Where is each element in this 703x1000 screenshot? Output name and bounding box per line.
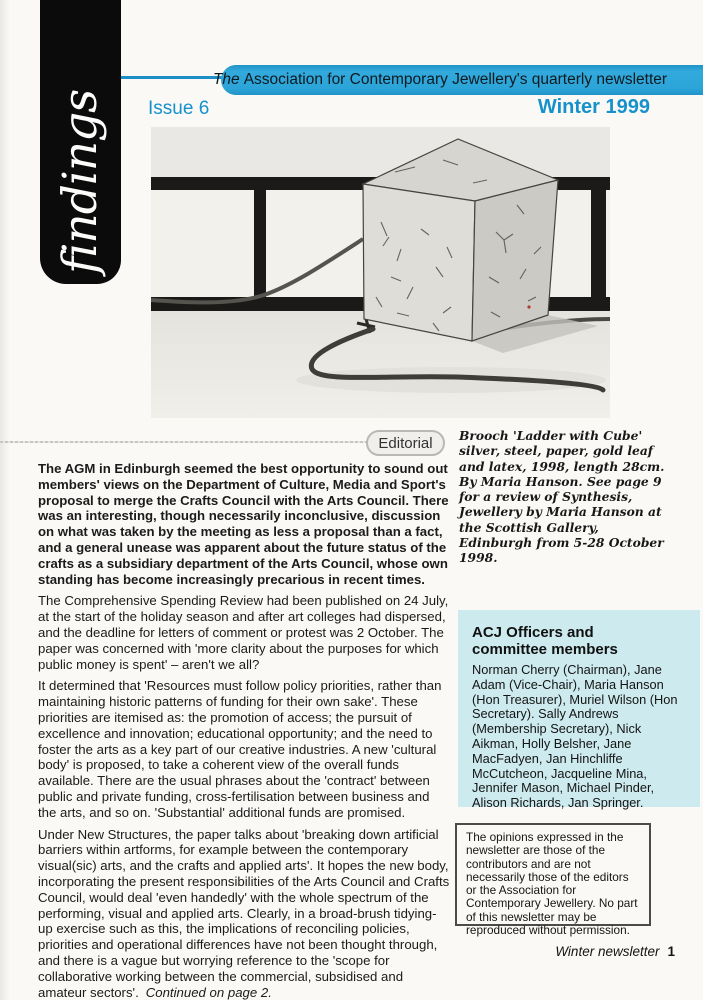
banner-connector-line bbox=[121, 76, 227, 79]
disclaimer-box bbox=[455, 823, 651, 938]
photo-caption: Brooch 'Ladder with Cube' silver, steel, paper, gold leaf and latex, 1998, length 28cm. By Maria Hanson. See page 9 for a review of Synthesis, Jewellery by Maria Hanson at the Scottish Gallery, Edinburgh from 5-28 October 1998. bbox=[459, 428, 665, 566]
artwork-photo bbox=[151, 127, 610, 418]
logo-rotated-frame bbox=[40, 0, 121, 284]
page-footer bbox=[555, 944, 675, 959]
article-paragraph-text: Under New Structures, the paper talks about 'breaking down artificial barriers within artforms, for example between the contemporary visual(sic) arts, and the crafts and applied arts'. It hopes the new body, incorporating the present responsibilities of the Arts Council and Crafts Council, would deal 'even handedly' with the whole spectrum of the performing, visual and applied arts. Clearly, in a broad-brush tidying-up exercise such as this, the implications of reconciling policies, priorities and operational differences have not been thought through, and there is a vague but worrying reference to the 'scope for collaborative working between the commercial, subsidised and amateur sectors'. bbox=[38, 826, 450, 1000]
editorial-rule bbox=[0, 441, 374, 443]
editorial-label: Editorial bbox=[378, 434, 433, 452]
article bbox=[38, 461, 450, 1000]
cube-brooch-illustration bbox=[151, 127, 610, 418]
article-paragraph bbox=[38, 827, 450, 1000]
masthead-logo-strip bbox=[40, 0, 121, 284]
footer-label: Winter newsletter bbox=[555, 944, 660, 959]
editorial-badge bbox=[366, 430, 445, 456]
officers-box-members: Norman Cherry (Chairman), Jane Adam (Vice-Chair), Maria Hanson (Hon Treasurer), Muriel Wilson (Hon Secretary). Sally Andrews (Membership Secretary), Nick Aikman, Holly Belsher, Jane MacFadyen, Jan Hinchliffe McCutcheon, Jacqueline Mina, Jennifer Mason, Michael Pinder, Alison Richards, Jan Springer. bbox=[472, 662, 678, 811]
issue-label: Issue 6 bbox=[148, 98, 210, 119]
date-label: Winter 1999 bbox=[537, 96, 650, 118]
logo-text: findings bbox=[53, 89, 108, 274]
article-paragraph: The Comprehensive Spending Review had been published on 24 July, at the start of the holiday season and after art colleges had dispersed, and the deadline for letters of comment or protest was 2 October. The paper was concerned with 'more clarity about the purposes for which public money is spent' – aren't we all? bbox=[38, 593, 449, 672]
article-paragraph-lead: The AGM in Edinburgh seemed the best opportunity to sound out members' views on the Department of Culture, Media and Sport's proposal to merge the Crafts Council with the Arts Council. There was an interesting, though necessarily inconclusive, discussion on what was taken by the meeting as less a proposal than a fact, and a general unease was apparent about the future status of the crafts as a subsidiary department of the Arts Council, whose own standing has become increasingly precarious in recent times. bbox=[38, 461, 449, 587]
banner-text: Association for Contemporary Jewellery's quarterly newsletter bbox=[243, 71, 668, 88]
continued-note: Continued on page 2. bbox=[145, 984, 272, 1000]
article-paragraph: It determined that 'Resources must follow policy priorities, rather than maintaining historic patterns of funding for their own sake'. These priorities are itemised as: the promotion of access; the pursuit of excellence and innovation; educational opportunity; and the need to foster the arts as a key part of our creative industries. A new 'cultural body' is proposed, to take a coherent view of the overall funds available. There are the usual phrases about the 'contract' between public and private funding, cross-fertilisation between business and the arts, and so on. 'Substantial' additional funds are promised. bbox=[38, 678, 442, 820]
banner-text-the: The bbox=[212, 71, 240, 88]
disclaimer-text: The opinions expressed in the newsletter are those of the contributors and are not necessarily those of the editors or the Association for Contemporary Jewellery. No part of this newsletter may be reproduced without permission. bbox=[466, 830, 638, 938]
officers-box-title: ACJ Officers and committee members bbox=[472, 624, 618, 658]
footer-page-number: 1 bbox=[667, 944, 675, 959]
officers-box bbox=[458, 610, 700, 811]
masthead-banner bbox=[212, 65, 703, 95]
